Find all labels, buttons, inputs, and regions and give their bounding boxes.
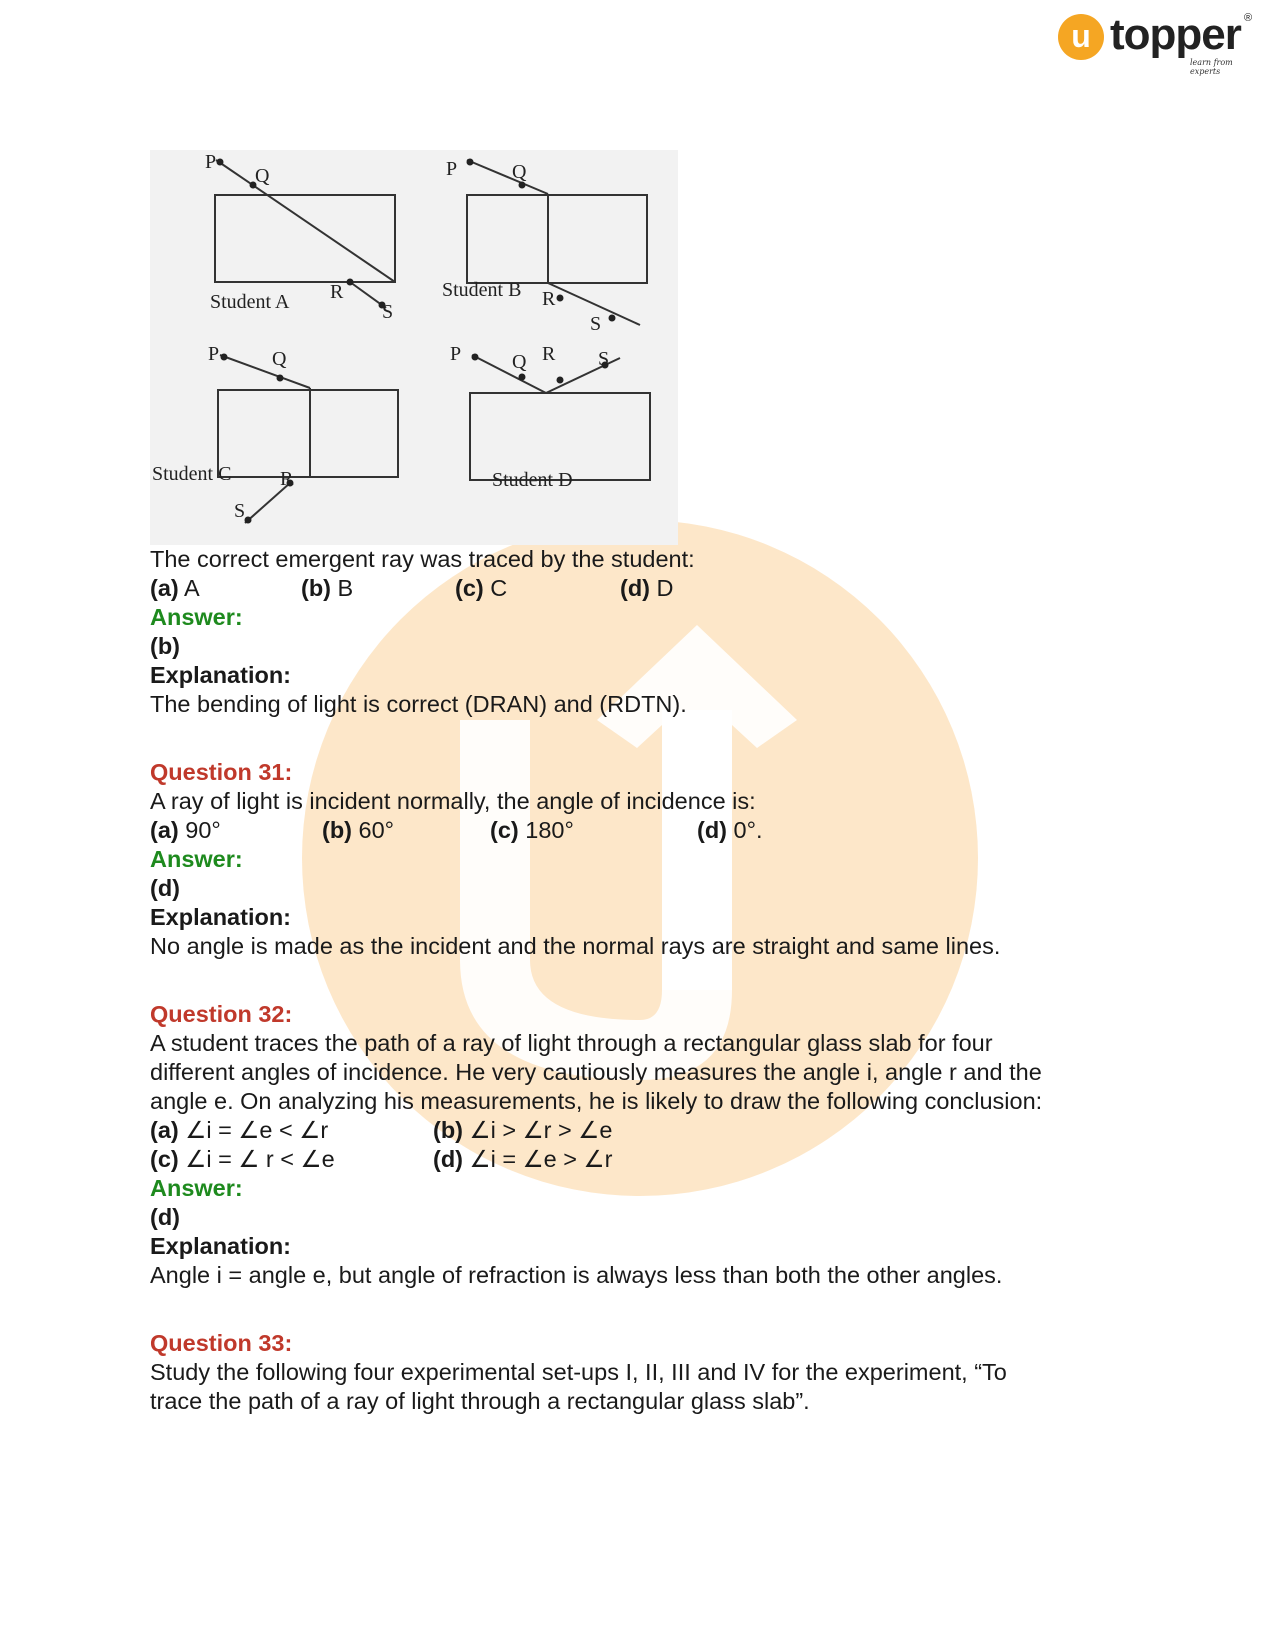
svg-text:P: P	[446, 158, 458, 180]
logo-text: topper	[1110, 10, 1241, 59]
svg-text:Q: Q	[255, 165, 270, 187]
svg-text:R: R	[542, 343, 556, 365]
svg-text:S: S	[590, 313, 602, 335]
q32-prompt-line-2: different angles of incidence. He very cautiously measures the angle i, angle r and the	[150, 1059, 1042, 1085]
logo-registered: ®	[1244, 12, 1253, 24]
q31-prompt: A ray of light is incident normally, the angle of incidence is:	[150, 788, 756, 814]
q32-title: Question 32:	[150, 1001, 293, 1027]
svg-text:Q: Q	[512, 161, 527, 183]
q31-options: (a) 90° (b) 60° (c) 180° (d) 0°.	[150, 817, 763, 843]
q30-prompt: The correct emergent ray was traced by the student:	[150, 546, 695, 572]
q30-answer-label: Answer:	[150, 604, 243, 630]
q33-prompt-line-2: trace the path of a ray of light through a rectangular glass slab”.	[150, 1388, 810, 1414]
q31-explanation-label: Explanation:	[150, 904, 292, 930]
q33-prompt-line-1: Study the following four experimental set-ups I, II, III and IV for the experiment, “To	[150, 1359, 1007, 1385]
svg-text:R: R	[280, 468, 294, 490]
ray-diagrams	[150, 150, 678, 545]
ray-diagram-figure	[150, 150, 678, 545]
logo-mark: u	[1058, 14, 1104, 60]
q33-title: Question 33:	[150, 1330, 293, 1356]
label-student-d: Student D	[492, 469, 573, 491]
svg-text:S: S	[234, 500, 246, 522]
q32-explanation: Angle i = angle e, but angle of refraction is always less than both the other angles.	[150, 1262, 1003, 1288]
q30-explanation: The bending of light is correct (DRAN) and (RDTN).	[150, 691, 687, 717]
q31-answer: (d)	[150, 875, 181, 901]
svg-text:P: P	[450, 343, 462, 365]
q32-answer: (d)	[150, 1204, 181, 1230]
svg-text:R: R	[330, 281, 344, 303]
q30-explanation-label: Explanation:	[150, 662, 292, 688]
label-student-a: Student A	[210, 291, 290, 313]
svg-text:S: S	[598, 348, 610, 370]
q31-explanation: No angle is made as the incident and the normal rays are straight and same lines.	[150, 933, 1001, 959]
q32-options-row-1: (a) ∠i = ∠e < ∠r (b) ∠i > ∠r > ∠e	[150, 1117, 613, 1143]
label-student-b: Student B	[442, 279, 522, 301]
logo-tagline: learn from experts	[1190, 58, 1233, 76]
q32-prompt-line-1: A student traces the path of a ray of light through a rectangular glass slab for four	[150, 1030, 993, 1056]
document-body	[150, 545, 1130, 1416]
q31-title: Question 31:	[150, 759, 293, 785]
q32-prompt-line-3: angle e. On analyzing his measurements, he is likely to draw the following conclusion:	[150, 1088, 1043, 1114]
svg-text:P: P	[208, 343, 220, 365]
q32-options-row-2: (c) ∠i = ∠ r < ∠e (d) ∠i = ∠e > ∠r	[150, 1146, 613, 1172]
q32-answer-label: Answer:	[150, 1175, 243, 1201]
q32-explanation-label: Explanation:	[150, 1233, 292, 1259]
svg-text:S: S	[382, 301, 394, 323]
label-student-c: Student C	[152, 463, 232, 485]
q31-answer-label: Answer:	[150, 846, 243, 872]
svg-text:P: P	[205, 151, 217, 173]
brand-logo	[1058, 10, 1258, 76]
svg-text:R: R	[542, 288, 556, 310]
svg-text:Q: Q	[272, 348, 287, 370]
q30-answer: (b)	[150, 633, 181, 659]
q30-options: (a) A (b) B (c) C (d) D	[150, 575, 674, 601]
svg-text:Q: Q	[512, 351, 527, 373]
